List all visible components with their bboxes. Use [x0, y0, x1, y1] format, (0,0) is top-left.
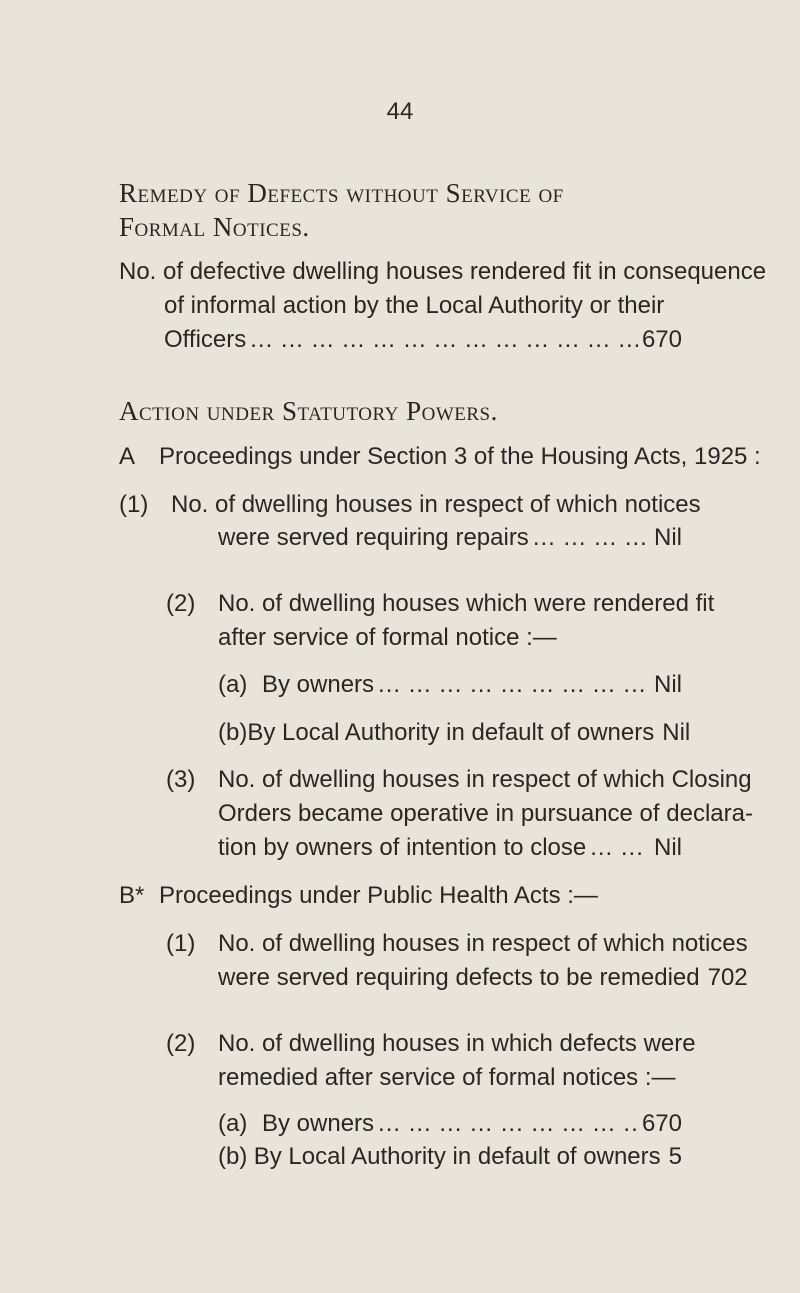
leader-dots — [378, 1110, 638, 1138]
a2a-row — [218, 671, 682, 699]
b1-line1 — [166, 930, 748, 958]
a1-label: were served requiring repairs — [218, 524, 529, 551]
a3-value: Nil — [654, 834, 682, 861]
a2-line2: after service of formal notice :— — [218, 624, 557, 651]
a3-line2: Orders became operative in pursuance of declara- — [218, 800, 753, 827]
b1-label: were served requiring defects to be remedied — [218, 964, 700, 991]
a3-line1 — [166, 766, 752, 794]
a1-row — [218, 524, 682, 552]
a3-text: No. of dwelling houses in respect of which Closing — [218, 766, 752, 793]
a3-number: (3) — [166, 766, 196, 793]
a1-number: (1) — [119, 491, 149, 518]
page-number: 44 — [386, 98, 414, 125]
b2a-label: By owners — [262, 1110, 375, 1137]
section-title-remedy-line1: Remedy of Defects without Service of — [119, 178, 564, 208]
a2-line1 — [166, 590, 714, 618]
section-title-statutory: Action under Statutory Powers. — [119, 396, 498, 426]
b2-number: (2) — [166, 1030, 196, 1057]
b2b-value: 5 — [668, 1143, 682, 1170]
b1-value: 702 — [707, 964, 748, 991]
a2-number: (2) — [166, 590, 196, 617]
leader-dots — [250, 326, 638, 354]
part-a-marker: A — [119, 443, 136, 470]
part-b-marker: B* — [119, 882, 145, 909]
a2b-label: By Local Authority in default of owners — [247, 719, 655, 746]
part-a-heading — [119, 443, 761, 471]
a1-line1 — [119, 491, 701, 519]
b2b-letter: (b) — [218, 1143, 248, 1170]
a2a-label: By owners — [262, 671, 375, 698]
a2b-letter: (b) — [218, 719, 248, 746]
a2-text: No. of dwelling houses which were rendered fit — [218, 590, 715, 617]
b2a-value: 670 — [641, 1110, 682, 1137]
b2a-row — [218, 1110, 682, 1138]
a2b-value: Nil — [662, 719, 691, 746]
b1-text: No. of dwelling houses in respect of which notices — [218, 930, 748, 957]
a3-label: tion by owners of intention to close — [218, 834, 587, 861]
informal-action-value: 670 — [641, 326, 682, 353]
informal-action-text-line1: No. of defective dwelling houses rendered fit in consequence — [119, 258, 767, 285]
a1-text: No. of dwelling houses in respect of which notices — [171, 491, 701, 518]
a3-row — [218, 834, 682, 862]
part-b-title: Proceedings under Public Health Acts :— — [159, 882, 598, 909]
b2b-row — [218, 1143, 682, 1171]
a1-value: Nil — [654, 524, 682, 551]
informal-action-text-line2: of informal action by the Local Authority or their — [164, 292, 665, 319]
leader-dots — [590, 834, 650, 862]
a2b-row — [218, 719, 691, 747]
b1-number: (1) — [166, 930, 196, 957]
section-title-remedy-line2: Formal Notices. — [119, 212, 310, 242]
b2-text: No. of dwelling houses in which defects were — [218, 1030, 696, 1057]
b2-line2: remedied after service of formal notices :— — [218, 1064, 676, 1091]
informal-action-label: Officers — [164, 326, 247, 353]
leader-dots — [378, 671, 650, 699]
part-b-heading — [119, 882, 598, 910]
informal-action-row — [164, 326, 682, 354]
b2a-letter: (a) — [218, 1110, 248, 1137]
b2b-label: By Local Authority in default of owners — [253, 1143, 661, 1170]
part-a-title: Proceedings under Section 3 of the Housing Acts, 1925 : — [159, 443, 761, 470]
leader-dots — [533, 524, 650, 552]
a2a-value: Nil — [654, 671, 682, 698]
b1-row — [218, 964, 748, 992]
a2a-letter: (a) — [218, 671, 248, 698]
b2-line1 — [166, 1030, 696, 1058]
